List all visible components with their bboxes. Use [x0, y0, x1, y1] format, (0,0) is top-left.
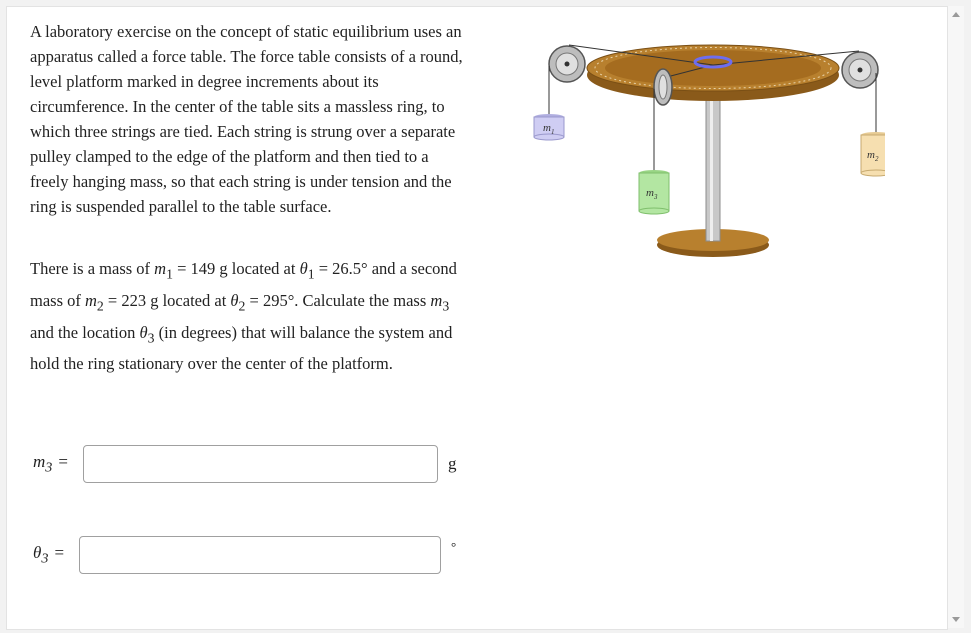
theta3-label-symbol: θ	[33, 542, 42, 562]
m2-subscript: 2	[96, 298, 104, 314]
problem-paragraph-1: A laboratory exercise on the concept of static equilibrium uses an apparatus called a force table. The force table consists of a round, level platform marked in degree increments about its circumference. In the center of the table sits a massless ring, to which three strings are tied. Each string is strung over a separate pulley clamped to the edge of the platform and then tied to a freely hanging mass, so that each string is under tension and the ring is suspended parallel to the table surface.	[30, 22, 463, 216]
m3-answer-row	[33, 443, 457, 485]
mass-3	[639, 170, 669, 214]
m3-input[interactable]	[83, 445, 438, 483]
m3-unit: g	[448, 454, 457, 473]
mass-2	[861, 132, 885, 176]
mass-1	[534, 114, 564, 140]
text-segment: = 26.5° and a second mass of	[30, 259, 457, 310]
text-segment: = 295°. Calculate the mass	[245, 290, 431, 310]
theta1-symbol: θ	[299, 259, 308, 278]
text-segment: (in degrees) that will balance the system and hold the ring stationary over the center of the platform.	[30, 322, 453, 374]
theta3-input[interactable]	[79, 536, 441, 574]
text-segment: = 223 g located at	[103, 290, 231, 310]
m3-label-symbol: m	[33, 451, 46, 471]
m3-subscript: 3	[442, 298, 450, 314]
theta2-subscript: 2	[238, 298, 246, 314]
mass-1-sub: 1	[550, 128, 555, 136]
m2-symbol: m	[85, 290, 97, 310]
mass-3-sub: 3	[653, 193, 658, 201]
vertical-scrollbar[interactable]	[948, 6, 964, 628]
mass-2-sub: 2	[874, 155, 879, 163]
mass-2-label: m	[867, 149, 875, 161]
theta1-subscript: 1	[307, 266, 315, 282]
problem-panel	[6, 6, 948, 630]
m3-symbol: m	[430, 290, 443, 310]
equals-sign: =	[54, 542, 65, 562]
problem-paragraph-2	[30, 256, 470, 378]
scroll-down-arrow-icon[interactable]	[952, 617, 960, 622]
mass-1-label: m	[543, 122, 551, 134]
theta3-answer-label	[33, 543, 81, 567]
m1-symbol: m	[154, 259, 167, 278]
theta3-symbol: θ	[139, 322, 148, 342]
m3-answer-label	[33, 452, 81, 476]
m3-label-sub: 3	[45, 459, 53, 476]
theta3-subscript: 3	[147, 329, 155, 345]
theta3-label-sub: 3	[41, 550, 49, 567]
theta3-unit: °	[451, 539, 457, 554]
mass-3-label: m	[646, 187, 654, 199]
text-segment: = 149 g located at	[172, 259, 300, 278]
scroll-up-arrow-icon[interactable]	[952, 12, 960, 17]
theta3-answer-row	[33, 534, 456, 576]
text-segment: and the location	[30, 322, 140, 342]
force-table-figure	[525, 33, 885, 263]
theta2-symbol: θ	[230, 290, 239, 310]
text-segment: There is a mass of	[30, 259, 155, 278]
equals-sign: =	[58, 451, 68, 471]
m1-subscript: 1	[166, 266, 173, 282]
